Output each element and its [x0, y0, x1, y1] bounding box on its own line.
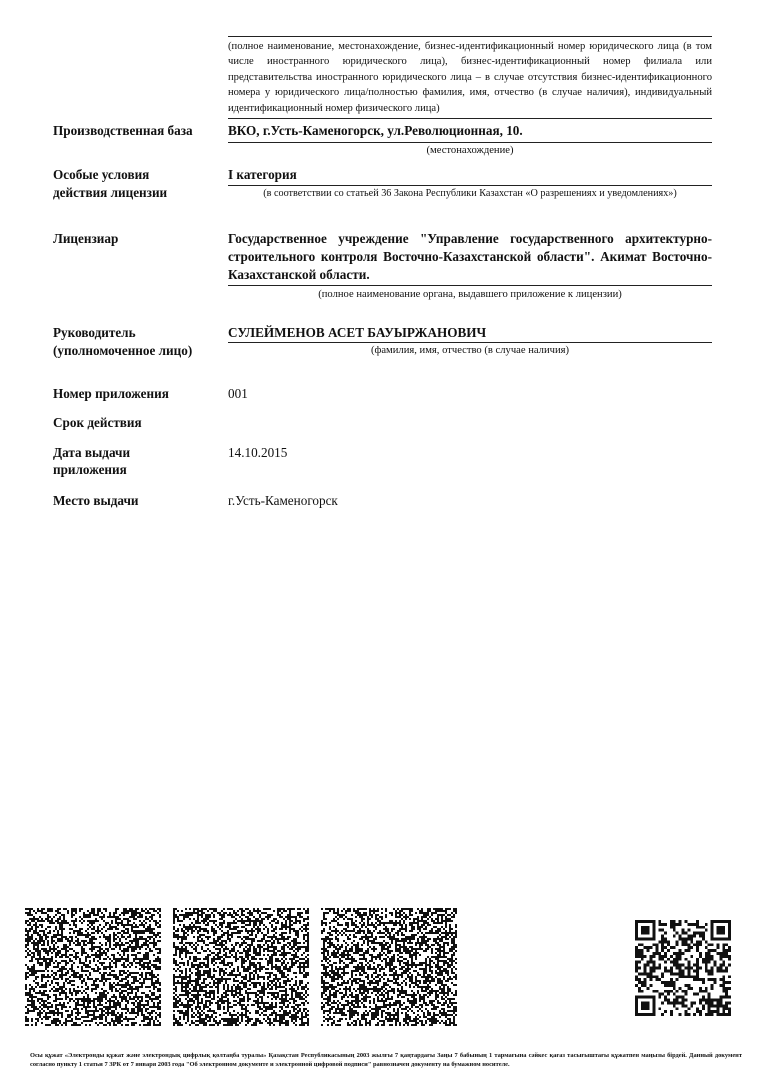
licensor-value: Государственное учреждение "Управление государственного архитектурно-строительного контроля Восточно-Казахстанской области". Акимат Восточно-Казахстанской области. — [228, 231, 712, 282]
special-conditions-label-line1: Особые условия — [53, 167, 150, 182]
digital-signature-barcode-3 — [321, 908, 457, 1026]
production-base-label: Производственная база — [53, 123, 193, 138]
head-label-line2: (уполномоченное лицо) — [53, 343, 193, 358]
special-conditions-caption: (в соответствии со статьей 36 Закона Республики Казахстан «О разрешениях и уведомлениях») — [263, 188, 677, 199]
licensor-caption: (полное наименование органа, выдавшего приложение к лицензии) — [318, 289, 622, 300]
head-label-line1: Руководитель — [53, 325, 136, 340]
appendix-number-value: 001 — [228, 386, 248, 401]
validity-label: Срок действия — [53, 415, 142, 430]
issue-date-value: 14.10.2015 — [228, 445, 288, 460]
digital-signature-barcode-1 — [25, 908, 161, 1026]
special-conditions-value: I категория — [228, 167, 297, 182]
licensor-label: Лицензиар — [53, 231, 119, 246]
head-caption: (фамилия, имя, отчество (в случае наличия) — [370, 345, 570, 356]
issue-place-label: Место выдачи — [53, 493, 139, 508]
production-base-rule — [228, 142, 712, 143]
issue-date-label-line2: приложения — [53, 462, 127, 477]
head-value: СУЛЕЙМЕНОВ АСЕТ БАУЫРЖАНОВИЧ — [228, 325, 487, 340]
production-base-caption: (местонахождение) — [426, 145, 514, 156]
special-conditions-rule — [228, 185, 712, 186]
head-rule — [228, 342, 712, 343]
digital-signature-barcode-2 — [173, 908, 309, 1026]
legal-footer-text: Осы құжат «Электронды құжат және электрондық цифрлық қолтаңба туралы» Қазақстан Республикасының 2003 жылғы 7 қаңтардағы Заңы 7 бабының 1 тармағына сәйкес қағаз тасығыштағы құжатпен маңызы бірдей. Данный документ согласно пункту 1 статьи 7 ЗРК от 7 января 2003 года "Об электронном документе и электронной цифровой подписи" равнозначен документу на бумажном носителе. — [30, 1052, 742, 1068]
qr-code — [635, 920, 731, 1016]
appendix-number-label: Номер приложения — [53, 386, 169, 401]
special-conditions-label-line2: действия лицензии — [53, 185, 168, 200]
barcode-row — [25, 908, 745, 1026]
production-base-value: ВКО, г.Усть-Каменогорск, ул.Революционная, 10. — [228, 123, 523, 138]
issue-place-value: г.Усть-Каменогорск — [228, 493, 338, 508]
issue-date-label-line1: Дата выдачи — [53, 445, 131, 460]
licensor-rule — [228, 285, 712, 286]
licensee-description-caption: (полное наименование, местонахождение, бизнес-идентификационный номер юридического лица (в том числе иностранного юридического лица), бизнес-идентификационный номер филиала или представительства иностранного юридического лица – в случае отсутствия бизнес-идентификационного номера у юридического лица/полностью фамилия, имя, отчество (в случае наличия), индивидуальный идентификационный номер физического лица) — [228, 36, 712, 119]
